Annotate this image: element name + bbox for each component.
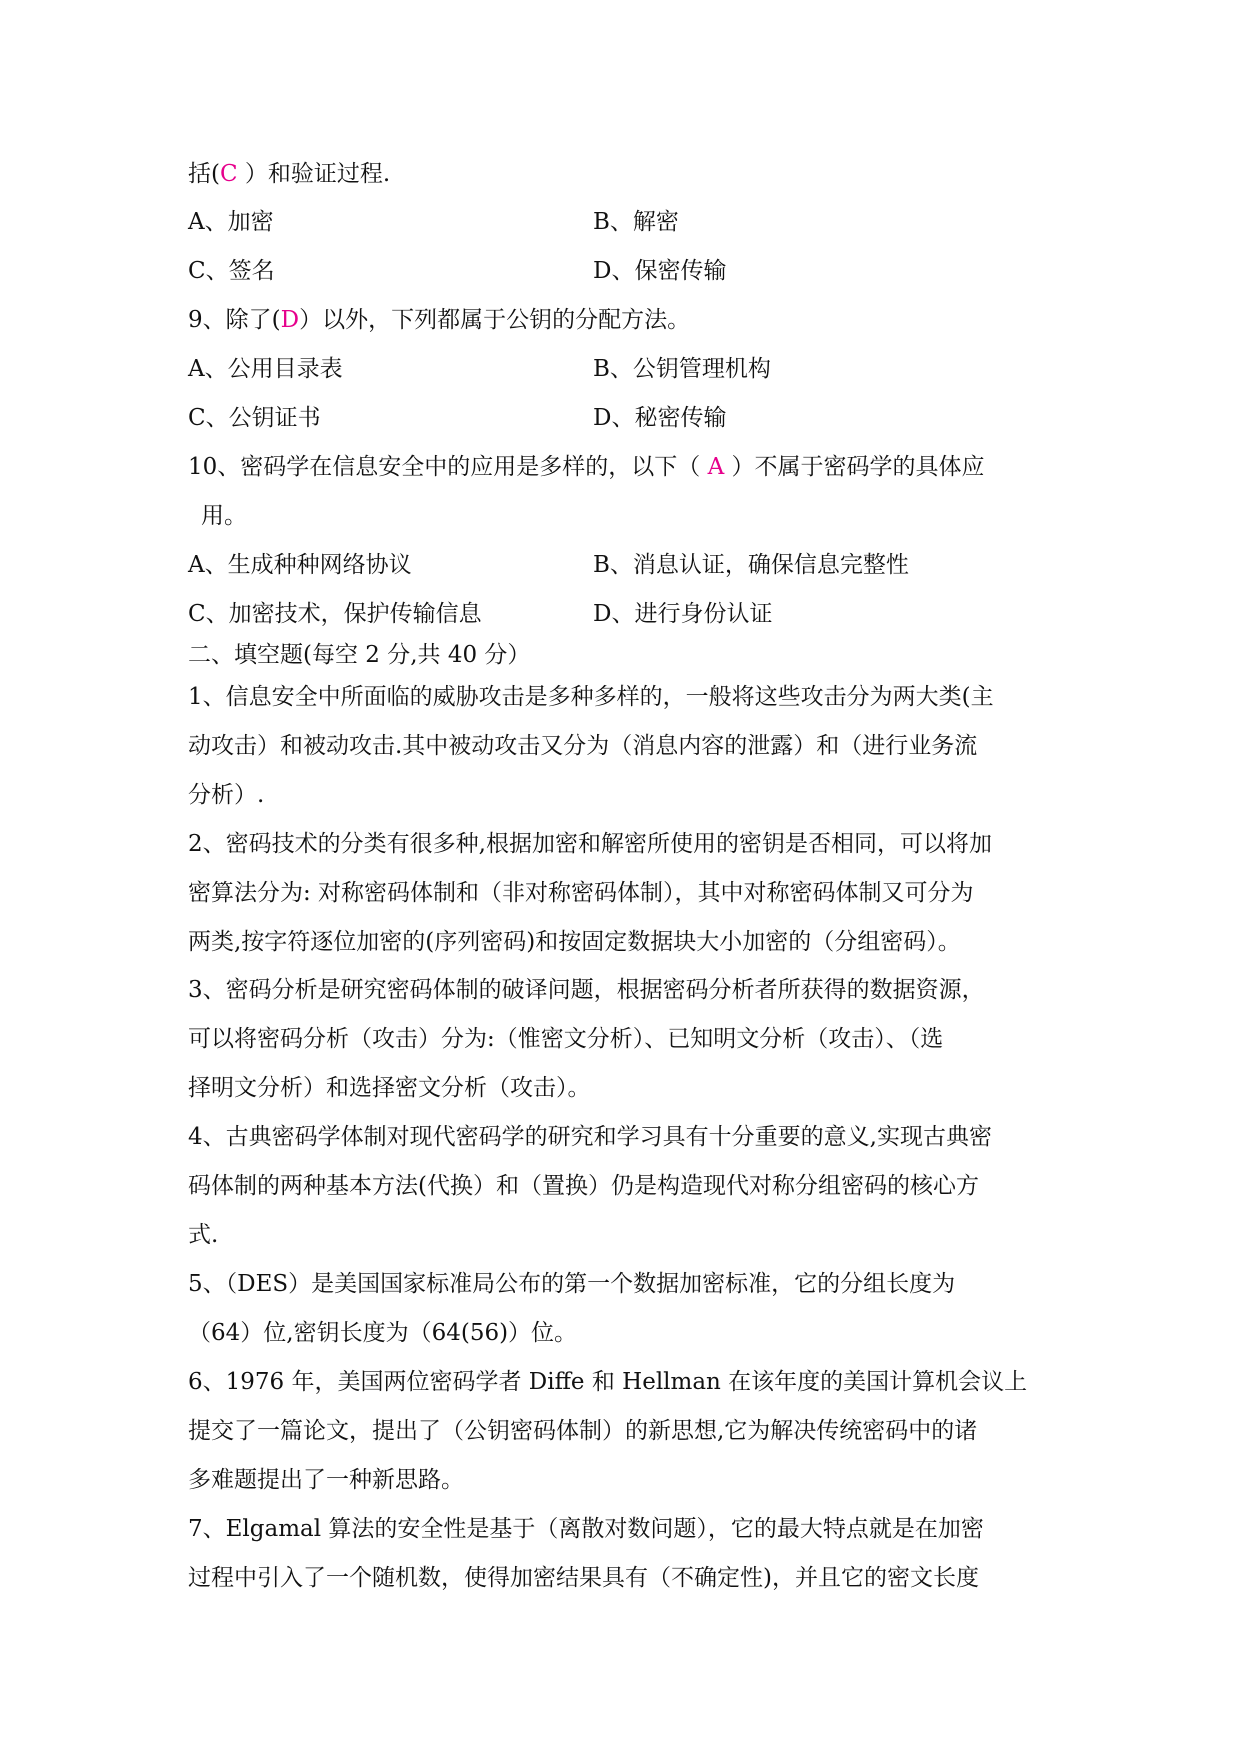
q9-stem	[188, 305, 690, 335]
q10-option-a: A、生成种种网络协议	[188, 552, 412, 578]
fill-line: 7、Elgamal 算法的安全性是基于（离散对数问题），它的最大特点就是在加密	[188, 1516, 984, 1542]
fill-line: 提交了一篇论文，提出了（公钥密码体制）的新思想,它为解决传统密码中的诸	[188, 1418, 978, 1444]
q8-option-a: A、加密	[188, 209, 274, 235]
section2-title: 二、填空题(每空 2 分,共 40 分）	[188, 642, 531, 668]
fill-line: 式.	[188, 1222, 219, 1248]
fill-line: 2、密码技术的分类有很多种,根据加密和解密所使用的密钥是否相同，可以将加	[188, 831, 992, 857]
fill-line: （64）位,密钥长度为（64(56)）位。	[188, 1320, 578, 1346]
fill-line: 4、古典密码学体制对现代密码学的研究和学习具有十分重要的意义,实现古典密	[188, 1124, 992, 1150]
fill-line: 两类,按字符逐位加密的(序列密码)和按固定数据块大小加密的（分组密码）。	[188, 929, 961, 955]
q8-option-b: B、解密	[593, 209, 679, 235]
fill-line: 3、密码分析是研究密码体制的破译问题，根据密码分析者所获得的数据资源，	[188, 977, 985, 1003]
q10-option-b: B、消息认证，确保信息完整性	[593, 552, 909, 578]
fill-line: 5、（DES）是美国国家标准局公布的第一个数据加密标准，它的分组长度为	[188, 1271, 956, 1297]
q10-stem	[188, 452, 985, 482]
fill-line: 可以将密码分析（攻击）分为:（惟密文分析）、已知明文分析（攻击）、（选	[188, 1026, 944, 1052]
q9-answer: D	[280, 307, 300, 333]
fill-line: 过程中引入了一个随机数，使得加密结果具有（不确定性)，并且它的密文长度	[188, 1565, 979, 1591]
q10-option-d: D、进行身份认证	[593, 601, 773, 627]
q9-option-a: A、公用目录表	[188, 356, 343, 382]
q8-option-d: D、保密传输	[593, 258, 727, 284]
fill-line: 码体制的两种基本方法(代换）和（置换）仍是构造现代对称分组密码的核心方	[188, 1173, 979, 1199]
fill-line: 6、1976 年，美国两位密码学者 Diffe 和 Hellman 在该年度的美国计算机会议上	[188, 1369, 1028, 1395]
q10-suffix: ）不属于密码学的具体应	[724, 454, 985, 480]
q10-prefix: 10、密码学在信息安全中的应用是多样的，以下（	[188, 454, 708, 480]
q9-option-b: B、公钥管理机构	[593, 356, 771, 382]
q9-option-d: D、秘密传输	[593, 405, 727, 431]
fill-line: 密算法分为: 对称密码体制和（非对称密码体制），其中对称密码体制又可分为	[188, 880, 974, 906]
q8-stem	[188, 159, 390, 189]
q9-prefix: 9、除了(	[188, 307, 281, 333]
fill-line: 择明文分析）和选择密文分析（攻击）。	[188, 1075, 591, 1101]
q8-option-c: C、签名	[188, 258, 275, 284]
q8-prefix: 括(	[188, 161, 220, 187]
q9-suffix: ）以外，下列都属于公钥的分配方法。	[299, 307, 691, 333]
fill-line: 分析）.	[188, 782, 265, 808]
q8-answer: C	[219, 161, 238, 187]
q10-answer: A	[707, 454, 725, 480]
q9-option-c: C、公钥证书	[188, 405, 321, 431]
q10-option-c: C、加密技术，保护传输信息	[188, 601, 482, 627]
fill-line: 多难题提出了一种新思路。	[188, 1467, 464, 1493]
q8-suffix: ）和验证过程.	[237, 161, 391, 187]
fill-line: 1、信息安全中所面临的威胁攻击是多种多样的，一般将这些攻击分为两大类(主	[188, 684, 994, 710]
fill-line: 动攻击）和被动攻击.其中被动攻击又分为（消息内容的泄露）和（进行业务流	[188, 733, 978, 759]
q10-stem-cont: 用。	[201, 503, 247, 529]
